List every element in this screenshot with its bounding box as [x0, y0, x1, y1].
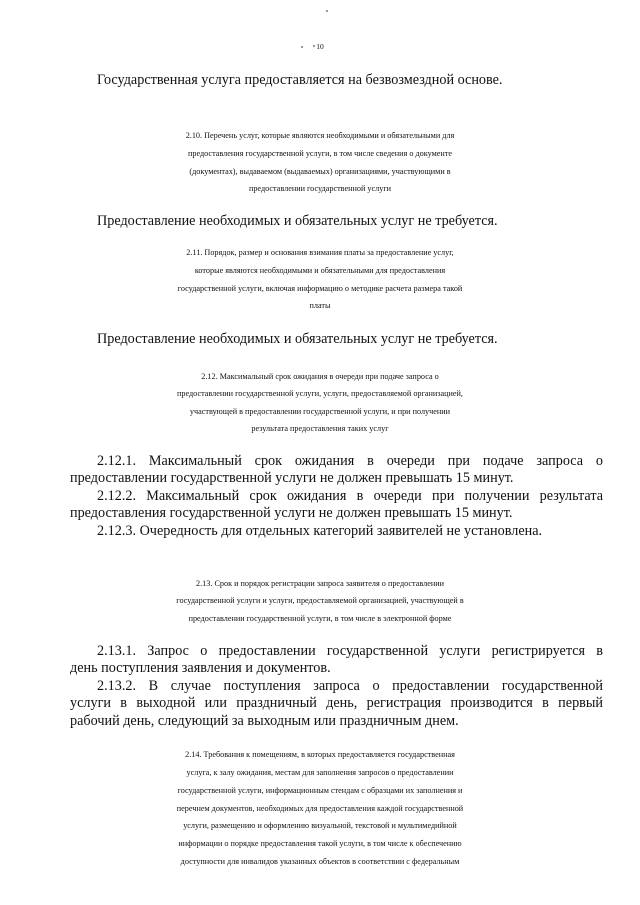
heading-2-13-line: государственной услуги и услуги, предоставляемой организацией, участвующей в	[176, 596, 464, 605]
heading-2-14-line: 2.14. Требования к помещениям, в которых предоставляется государственная	[185, 750, 455, 759]
heading-2-14-line: государственной услуги, информационным стендам с образцами их заполнения и	[177, 786, 463, 795]
heading-2-14-line: услуга, к залу ожидания, местам для заполнения запросов о предоставлении	[186, 768, 454, 777]
paragraph-2-13-line: рабочий день, следующий за выходным или праздничным днем.	[70, 713, 459, 729]
heading-2-10-line: 2.10. Перечень услуг, которые являются необходимыми и обязательными для	[185, 131, 455, 140]
paragraph-2-13-line: день поступления заявления и документов.	[70, 660, 331, 676]
page-number: 10	[316, 42, 324, 51]
paragraph-2-12-line: предоставления государственной услуги не должен превышать 15 минут.	[70, 505, 513, 521]
heading-2-10-line: предоставлении государственной услуги	[248, 184, 392, 193]
heading-2-12-line: участвующей в предоставлении государственной услуги, и при получении	[189, 407, 451, 416]
paragraph-2-12-line: 2.12.2. Максимальный срок ожидания в очереди при получении результата	[97, 488, 603, 504]
heading-2-12-line: предоставлении государственной услуги, услуги, предоставляемой организацией,	[177, 389, 463, 398]
scan-speck	[326, 10, 328, 12]
paragraph-2-13-line: 2.13.1. Запрос о предоставлении государственной услуги регистрируется в	[97, 643, 603, 659]
paragraph-2-12-line: предоставлении государственной услуги не должен превышать 15 минут.	[70, 470, 514, 486]
heading-2-14-line: услуги, размещению и оформлению визуальной, текстовой и мультимедийной	[183, 821, 457, 830]
paragraph-2-12-line: 2.12.3. Очередность для отдельных категорий заявителей не установлена.	[97, 523, 543, 539]
heading-2-12-line: результата предоставления таких услуг	[251, 424, 389, 433]
heading-2-11-line: платы	[309, 301, 331, 310]
paragraph-2-13-line: услуги в выходной или праздничный день, регистрация производится в первый	[70, 695, 603, 711]
heading-2-13-line: 2.13. Срок и порядок регистрации запроса заявителя о предоставлении	[196, 579, 444, 588]
heading-2-11-line: которые являются необходимыми и обязательными для предоставления	[194, 266, 446, 275]
heading-2-13-line: предоставлении государственной услуги, в том числе в электронной форме	[188, 614, 452, 623]
paragraph-free-service: Государственная услуга предоставляется на безвозмездной основе.	[97, 72, 503, 88]
heading-2-14-line: информации о порядке предоставления такой услуги, в том числе к обеспечению	[178, 839, 462, 848]
paragraph-2-13-line: 2.13.2. В случае поступления запроса о предоставлении государственной	[97, 678, 603, 694]
heading-2-10-line: (документах), выдаваемом (выдаваемых) организациями, участвующими в	[189, 167, 451, 176]
heading-2-14-line: доступности для инвалидов указанных объектов в соответствии с федеральным	[180, 857, 460, 866]
heading-2-10-line: предоставления государственной услуги, в том числе сведения о документе	[187, 149, 453, 158]
heading-2-11-line: государственной услуги, включая информацию о методике расчета размера такой	[177, 284, 463, 293]
heading-2-12-line: 2.12. Максимальный срок ожидания в очереди при подаче запроса о	[201, 372, 439, 381]
heading-2-11-line: 2.11. Порядок, размер и основания взимания платы за предоставление услуг,	[186, 248, 454, 257]
paragraph-2-10: Предоставление необходимых и обязательных услуг не требуется.	[97, 213, 498, 229]
paragraph-2-12-line: 2.12.1. Максимальный срок ожидания в очереди при подаче запроса о	[97, 453, 603, 469]
paragraph-2-11: Предоставление необходимых и обязательных услуг не требуется.	[97, 331, 498, 347]
heading-2-14-line: перечнем документов, необходимых для предоставления каждой государственной	[176, 804, 464, 813]
